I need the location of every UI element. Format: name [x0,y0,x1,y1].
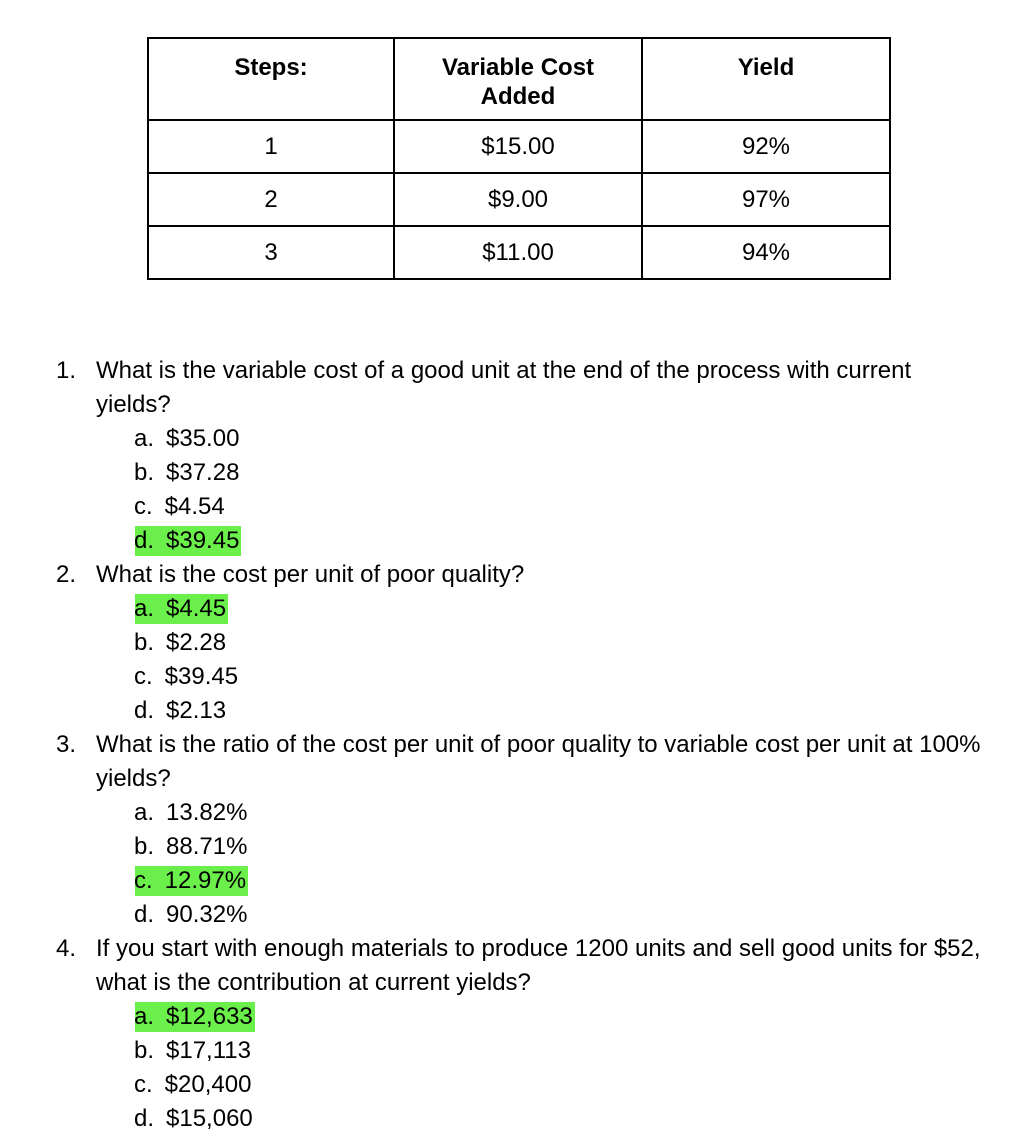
option-text: $39.45 [166,527,240,554]
option-text: 13.82% [166,799,248,826]
header-steps [148,38,394,120]
option-text: $2.13 [166,697,227,724]
question-text: What is the ratio of the cost per unit of poor quality to variable cost per unit at 100% yields? [96,731,981,792]
answer-option-d [96,694,992,728]
option-letter: c. [134,493,153,520]
option-text: $17,113 [166,1037,251,1064]
table-row [148,120,890,173]
question-text: What is the cost per unit of poor quality? [96,561,525,588]
question-text: If you start with enough materials to produce 1200 units and sell good units for $52, what is the contribution at current yields? [96,935,981,996]
option-letter: d. [134,1105,155,1132]
answer-option-b [96,626,992,660]
answer-option-a [96,422,992,456]
header-yield [642,38,890,120]
answer-option-a [96,592,992,626]
option-text: $20,400 [164,1071,252,1098]
question-list [0,354,1032,1136]
option-letter: a. [134,1003,155,1030]
header-variable-cost-line-1: Variable Cost [441,54,595,81]
answer-option-a [96,796,992,830]
question-2 [0,558,1032,728]
option-letter: b. [134,833,155,860]
header-variable-cost-line-2: Added [480,83,556,110]
option-letter: b. [134,1037,155,1064]
answer-option-a [96,1000,992,1034]
option-text: 88.71% [166,833,248,860]
question-number: 2. [56,561,77,588]
question-number: 3. [56,731,77,758]
question-4 [0,932,1032,1136]
answer-option-d [96,524,992,558]
option-text: $37.28 [166,459,240,486]
table-row [148,226,890,279]
cell-step: 2 [148,173,394,226]
header-steps-line: Steps: [234,54,308,81]
option-letter: a. [134,799,155,826]
option-letter: a. [134,595,155,622]
option-letter: d. [134,697,155,724]
option-text: $35.00 [166,425,240,452]
answer-options [96,1000,992,1136]
cell-yield: 97% [642,173,890,226]
option-letter: d. [134,901,155,928]
table-row [148,173,890,226]
option-text: $2.28 [166,629,227,656]
option-text: $12,633 [166,1003,253,1030]
answer-option-d [96,898,992,932]
answer-options [96,422,992,558]
answer-option-d [96,1102,992,1136]
header-variable-cost [394,38,642,120]
option-letter: b. [134,459,155,486]
answer-options [96,592,992,728]
option-letter: a. [134,425,155,452]
option-letter: c. [134,867,153,894]
answer-option-c [96,660,992,694]
answer-option-c [96,490,992,524]
cell-variable-cost: $9.00 [394,173,642,226]
option-text: 90.32% [166,901,248,928]
table-header-row [148,38,890,120]
cell-yield: 94% [642,226,890,279]
answer-option-c [96,1068,992,1102]
question-3 [0,728,1032,932]
option-text: 12.97% [164,867,247,894]
option-text: $39.45 [164,663,239,690]
option-text: $15,060 [166,1105,253,1132]
header-yield-line: Yield [737,54,795,81]
option-letter: c. [134,1071,153,1098]
option-letter: d. [134,527,155,554]
cell-yield: 92% [642,120,890,173]
question-text: What is the variable cost of a good unit at the end of the process with current yields? [96,357,912,418]
answer-option-c [96,864,992,898]
option-letter: b. [134,629,155,656]
answer-option-b [96,1034,992,1068]
cell-variable-cost: $15.00 [394,120,642,173]
cost-yield-table [147,37,891,280]
option-text: $4.45 [166,595,227,622]
option-text: $4.54 [164,493,225,520]
answer-options [96,796,992,932]
question-1 [0,354,1032,558]
cell-step: 1 [148,120,394,173]
option-letter: c. [134,663,153,690]
question-number: 4. [56,935,77,962]
question-number: 1. [56,357,77,384]
cell-variable-cost: $11.00 [394,226,642,279]
cell-step: 3 [148,226,394,279]
answer-option-b [96,830,992,864]
answer-option-b [96,456,992,490]
